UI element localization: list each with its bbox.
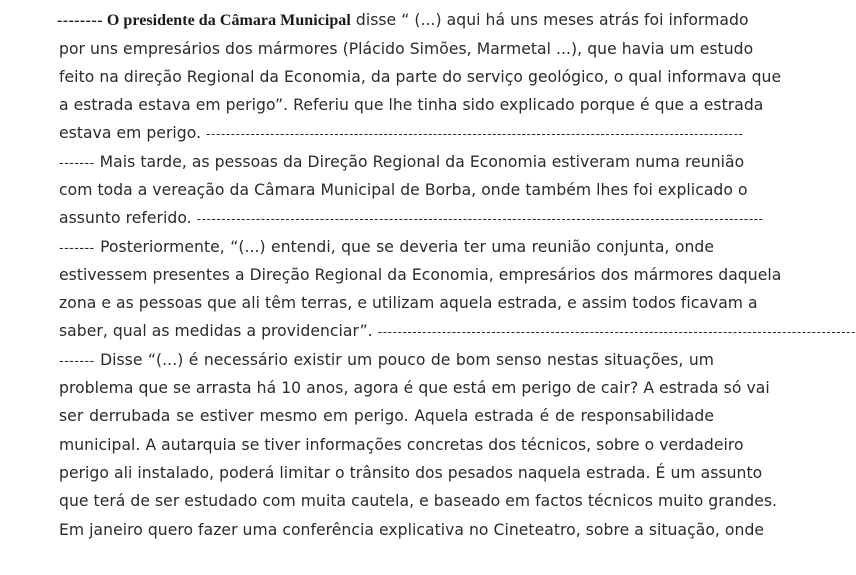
paragraph-4-line-7 — [59, 516, 765, 545]
paragraph-4-line-5 — [59, 459, 763, 488]
filler-dashes: ------------------------------------------------------------------------------------------------------------- — [206, 127, 744, 141]
paragraph-3-line-1 — [59, 233, 714, 262]
text-segment: ”. Referiu que lhe tinha sido explicado porque é que a estrada — [275, 96, 764, 114]
speaker-name: O presidente da Câmara Municipal — [102, 12, 351, 29]
text-segment: Mais tarde, as pessoas da Direção Regional da Economia estiveram numa reunião — [94, 153, 745, 171]
paragraph-4-line-4 — [59, 431, 744, 460]
highlighted-quote: aqui há uns meses atrás foi informado — [446, 11, 749, 29]
text-segment: Posteriormente, “(...) entendi, que se deveria ter uma reunião conjunta, onde — [94, 238, 714, 256]
highlighted-quote: por uns empresários dos mármores (Plácido Simões, Marmetal ...), que havia um estudo — [59, 40, 754, 58]
paragraph-1-line-1 — [57, 6, 749, 35]
highlighted-quote: feito na direção Regional da Economia, da parte do serviço geológico, o qual informava que — [59, 68, 782, 86]
highlighted-quote: ser derrubada se estiver mesmo em perigo — [59, 407, 404, 425]
text-segment: com toda a vereação da Câmara Municipal de Borba, onde também lhes foi explicado o — [59, 181, 748, 199]
text-segment: perigo ali instalado, poderá limitar o trânsito dos pesados naquela estrada. É um assunto — [59, 464, 763, 482]
paragraph-2-line-1 — [59, 148, 745, 177]
paragraph-1-line-4 — [59, 91, 764, 120]
paragraph-4-line-1 — [59, 346, 714, 375]
filler-dashes: ------------------------------------------------------------------------------------------------------------------- — [196, 212, 764, 226]
filler-dashes: ------------------------------------------------------------------------------------------------- — [377, 325, 856, 339]
text-segment: Em janeiro quero fazer uma conferência explicativa no Cineteatro, sobre a situação, onde — [59, 521, 765, 539]
paragraph-4-line-3 — [59, 402, 714, 431]
leading-dashes: ------- — [59, 156, 95, 171]
paragraph-4-line-6 — [59, 487, 778, 516]
text-segment: assunto referido. — [59, 209, 197, 227]
text-segment: municipal. A autarquia se tiver informações concretas dos técnicos, sobre o verdadeiro — [59, 436, 744, 454]
text-segment: que terá de ser estudado com muita cautela, e baseado em factos técnicos muito grandes. — [59, 492, 778, 510]
paragraph-3-line-4 — [59, 317, 856, 346]
leading-dashes: ------- — [59, 354, 95, 369]
paragraph-1-line-2 — [59, 35, 754, 64]
text-segment: disse “ (...) — [350, 11, 447, 29]
paragraph-3-line-3 — [59, 289, 758, 318]
text-segment: estivessem presentes a Direção Regional da Economia, empresários dos mármores daquela — [59, 266, 782, 284]
text-segment: zona e as pessoas que ali têm terras, e utilizam aquela estrada, e assim todos ficavam a — [59, 294, 758, 312]
text-segment: Disse “(...) — [94, 351, 189, 369]
leading-dashes: ------- — [59, 241, 95, 256]
text-segment: estava em perigo. — [59, 124, 207, 142]
paragraph-1-line-3 — [59, 63, 782, 92]
paragraph-3-line-2 — [59, 261, 782, 290]
highlighted-quote: a estrada estava em perigo — [59, 96, 276, 114]
paragraph-4-line-2 — [59, 374, 770, 403]
text-segment: saber, qual as medidas a providenciar”. — [59, 322, 378, 340]
leading-dashes: -------- — [57, 12, 103, 29]
paragraph-2-line-2 — [59, 176, 748, 205]
paragraph-1-line-5 — [59, 119, 744, 148]
highlighted-quote: problema que se arrasta há 10 anos, agora é que está em perigo de cair? A estrada só vai — [59, 379, 770, 397]
highlighted-quote: é necessário existir um pouco de bom senso nestas situações, um — [188, 351, 714, 369]
text-segment: . Aquela estrada é de responsabilidade — [403, 407, 714, 425]
paragraph-2-line-3 — [59, 204, 764, 233]
